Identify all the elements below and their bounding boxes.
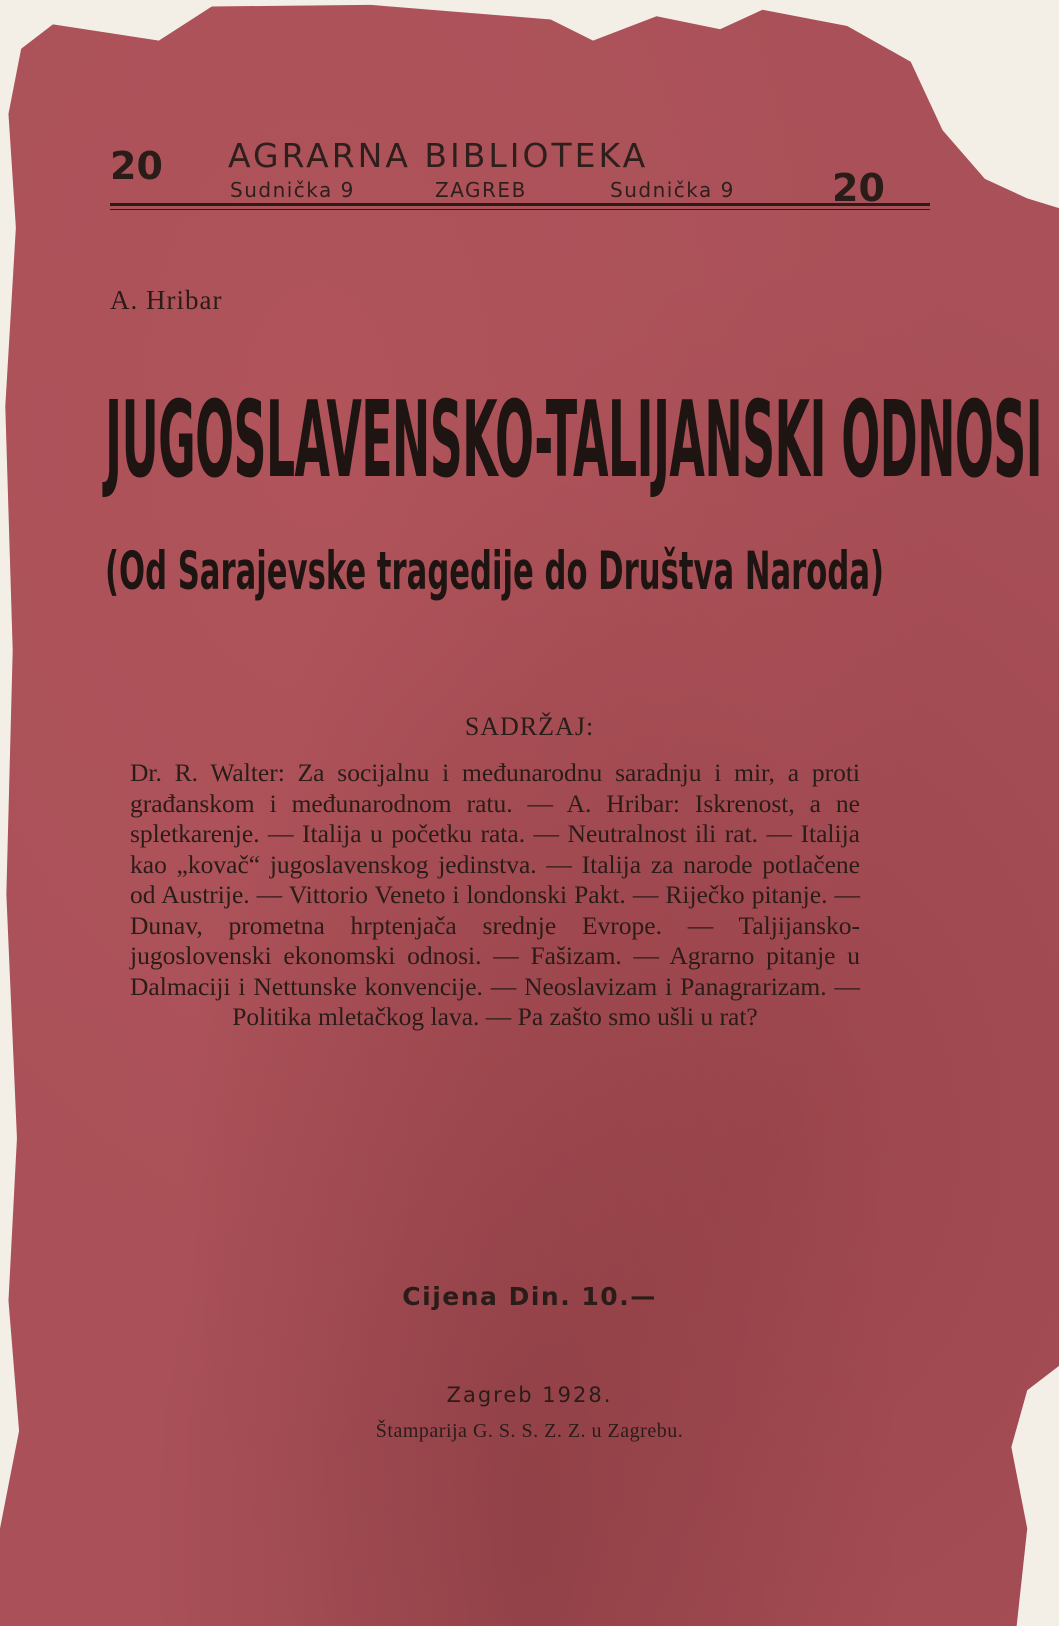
series-address-right: Sudnička 9 <box>610 178 735 202</box>
series-header <box>110 130 930 230</box>
series-address-left: Sudnička 9 <box>230 178 355 202</box>
subtitle: (Od Sarajevske tragedije do Društva Naroda) <box>105 540 885 602</box>
price: Cijena Din. 10.— <box>402 1282 657 1311</box>
printer-line: Štamparija G. S. S. Z. Z. u Zagrebu. <box>375 1420 684 1442</box>
contents-heading: SADRŽAJ: <box>464 712 595 741</box>
author: A. Hribar <box>110 285 223 315</box>
page-title: JUGOSLAVENSKO-TALIJANSKI ODNOSI <box>105 379 1043 502</box>
contents-text: Dr. R. Walter: Za socijalnu i međunarodnu saradnju i mir, a proti građanskom i međunarodnom ratu. — A. Hribar: Iskrenost, a ne spletkarenje. — Italija u početku rata. — Neutralnost ili rat. — Italija kao „kovač“ jugoslavenskog jedinstva. — Italija za narode potlačene od Austrije. — Vittorio Veneto i londonski Pakt. — Riječko pitanje. — Dunav, prometna hrptenjača srednje Evrope. — Taljijansko-jugoslovenski ekonomski odnosi. — Fašizam. — Agrarno pitanje u Dalmaciji i Nettunske konvencije. — Neoslavizam i Panagrarizam. — Politika mletačkog lava. — Pa zašto smo ušli u rat? <box>130 758 860 1031</box>
place-year: Zagreb 1928. <box>446 1383 613 1407</box>
series-city: ZAGREB <box>435 178 527 202</box>
series-number-right: 20 <box>832 166 885 210</box>
series-title: AGRARNA BIBLIOTEKA <box>228 136 649 175</box>
series-number-left: 20 <box>110 144 163 188</box>
header-rule <box>110 203 930 210</box>
